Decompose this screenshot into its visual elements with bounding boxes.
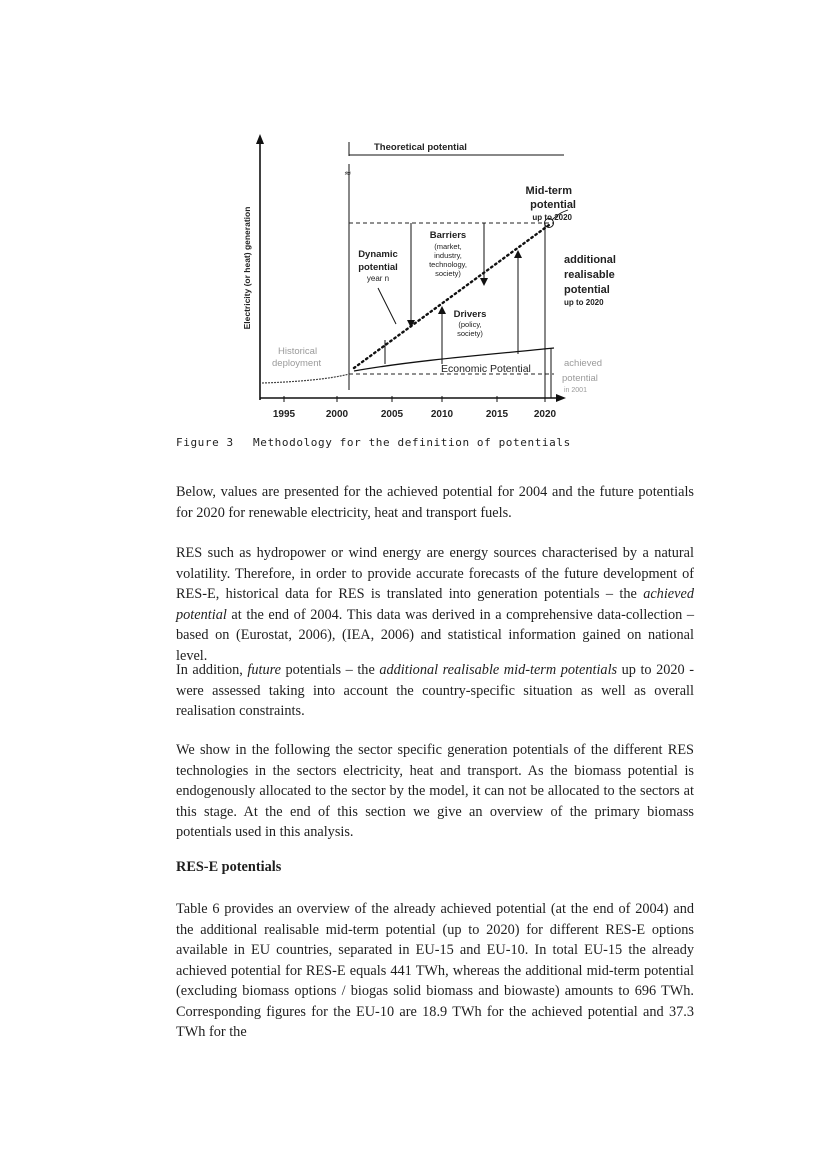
paragraph-5: Table 6 provides an overview of the already achieved potential (at the end of 2004) and the additional realisable mid-term potential (up to 2020) for different RES-E options available in EU countries, separated in EU-15 and EU-10. In total EU-15 the already achieved potential for RES-E equals 441 TWh, whereas the additional mid-term potential (excluding biomass options / biogas solid biomass and biowaste) amounts to 696 TWh. Corresponding figures for the EU-10 are 18.9 TWh for the achieved potential and 37.3 TWh for the — [176, 901, 694, 1040]
midterm-sub: up to 2020 — [532, 213, 572, 222]
x-axis-arrow — [556, 394, 566, 402]
historical-label: Historical — [278, 346, 318, 357]
caption-text: Methodology for the definition of potentials — [253, 436, 571, 449]
x-tick-label: 2000 — [325, 409, 349, 420]
x-tick-label: 2005 — [380, 409, 404, 420]
achieved-label: potential — [562, 373, 598, 384]
economic-label: Economic Potential — [441, 363, 531, 375]
additional-label: potential — [564, 284, 610, 296]
p2-text: at the end of 2004. This data was derived in a comprehensive data-collection – based on (Eurostat, 2006), (IEA, 2006) and statistical information gained on national level. — [176, 606, 694, 664]
p3-text: potentials – the — [281, 662, 380, 678]
p3-text: up to 2020 - were assessed taking into account the country-specific situation as well as overall realisation constraints. — [176, 662, 694, 719]
dynamic-label: Dynamic — [358, 249, 398, 260]
caption-number: Figure 3 — [176, 436, 234, 449]
p3-emphasis: future — [247, 662, 282, 678]
y-axis-label: Electricity (or heat) generation — [242, 206, 252, 330]
additional-label: additional — [564, 254, 616, 266]
paragraph-2 — [176, 543, 694, 666]
barriers-label: Barriers — [429, 230, 467, 241]
barriers-line: technology, — [429, 260, 467, 269]
p3-text: In addition, — [176, 662, 248, 678]
historical-curve — [262, 374, 349, 383]
x-tick-label: 2020 — [533, 409, 557, 420]
p2-emphasis: achieved potential — [176, 586, 694, 623]
figure-caption — [176, 436, 571, 449]
section-heading: RES-E potentials — [176, 859, 282, 875]
x-tick-label: 1995 — [272, 409, 296, 420]
dynamic-pointer — [378, 288, 396, 324]
midterm-label: Mid-term — [525, 185, 572, 197]
p3-emphasis: additional realisable mid-term potentials — [379, 662, 618, 678]
historical-label: deployment — [272, 358, 322, 369]
y-axis-arrow — [256, 134, 264, 144]
drivers-line: society) — [457, 329, 483, 338]
p2-text: RES such as hydropower or wind energy are energy sources characterised by a natural volatility. Therefore, in order to provide accurate forecasts of the future development of RES-E, historical data for RES is translated into generation potentials – the — [176, 545, 694, 602]
drivers-label: Drivers — [453, 309, 487, 320]
paragraph-1: Below, values are presented for the achieved potential for 2004 and the future potentials for 2020 for renewable electricity, heat and transport fuels. — [176, 484, 694, 521]
drivers-line: (policy, — [458, 320, 482, 329]
x-tick-label: 2010 — [430, 409, 454, 420]
theoretical-label: Theoretical potential — [374, 142, 467, 153]
potentials-diagram — [236, 128, 616, 428]
x-tick-label: 2015 — [485, 409, 509, 420]
additional-label: realisable — [564, 269, 615, 281]
achieved-label: achieved — [564, 358, 603, 369]
paragraph-3 — [176, 660, 694, 722]
barriers-line: society) — [435, 269, 461, 278]
barriers-line: industry, — [434, 251, 462, 260]
achieved-year: in 2001 — [564, 387, 587, 394]
break-mark: ≈ — [344, 169, 352, 179]
dynamic-year: year n — [366, 274, 390, 283]
additional-sub: up to 2020 — [564, 298, 604, 307]
dynamic-label: potential — [358, 262, 398, 273]
paragraph-4: We show in the following the sector specific generation potentials of the different RES technologies in the sectors electricity, heat and transport. As the biomass potential is endogenously allocated to the sector by the model, it can not be allocated to the sectors at this stage. At the end of this section we give an overview of the primary biomass potentials used in this analysis. — [176, 742, 694, 840]
midterm-label: potential — [530, 199, 576, 211]
barriers-line: (market, — [434, 242, 462, 251]
